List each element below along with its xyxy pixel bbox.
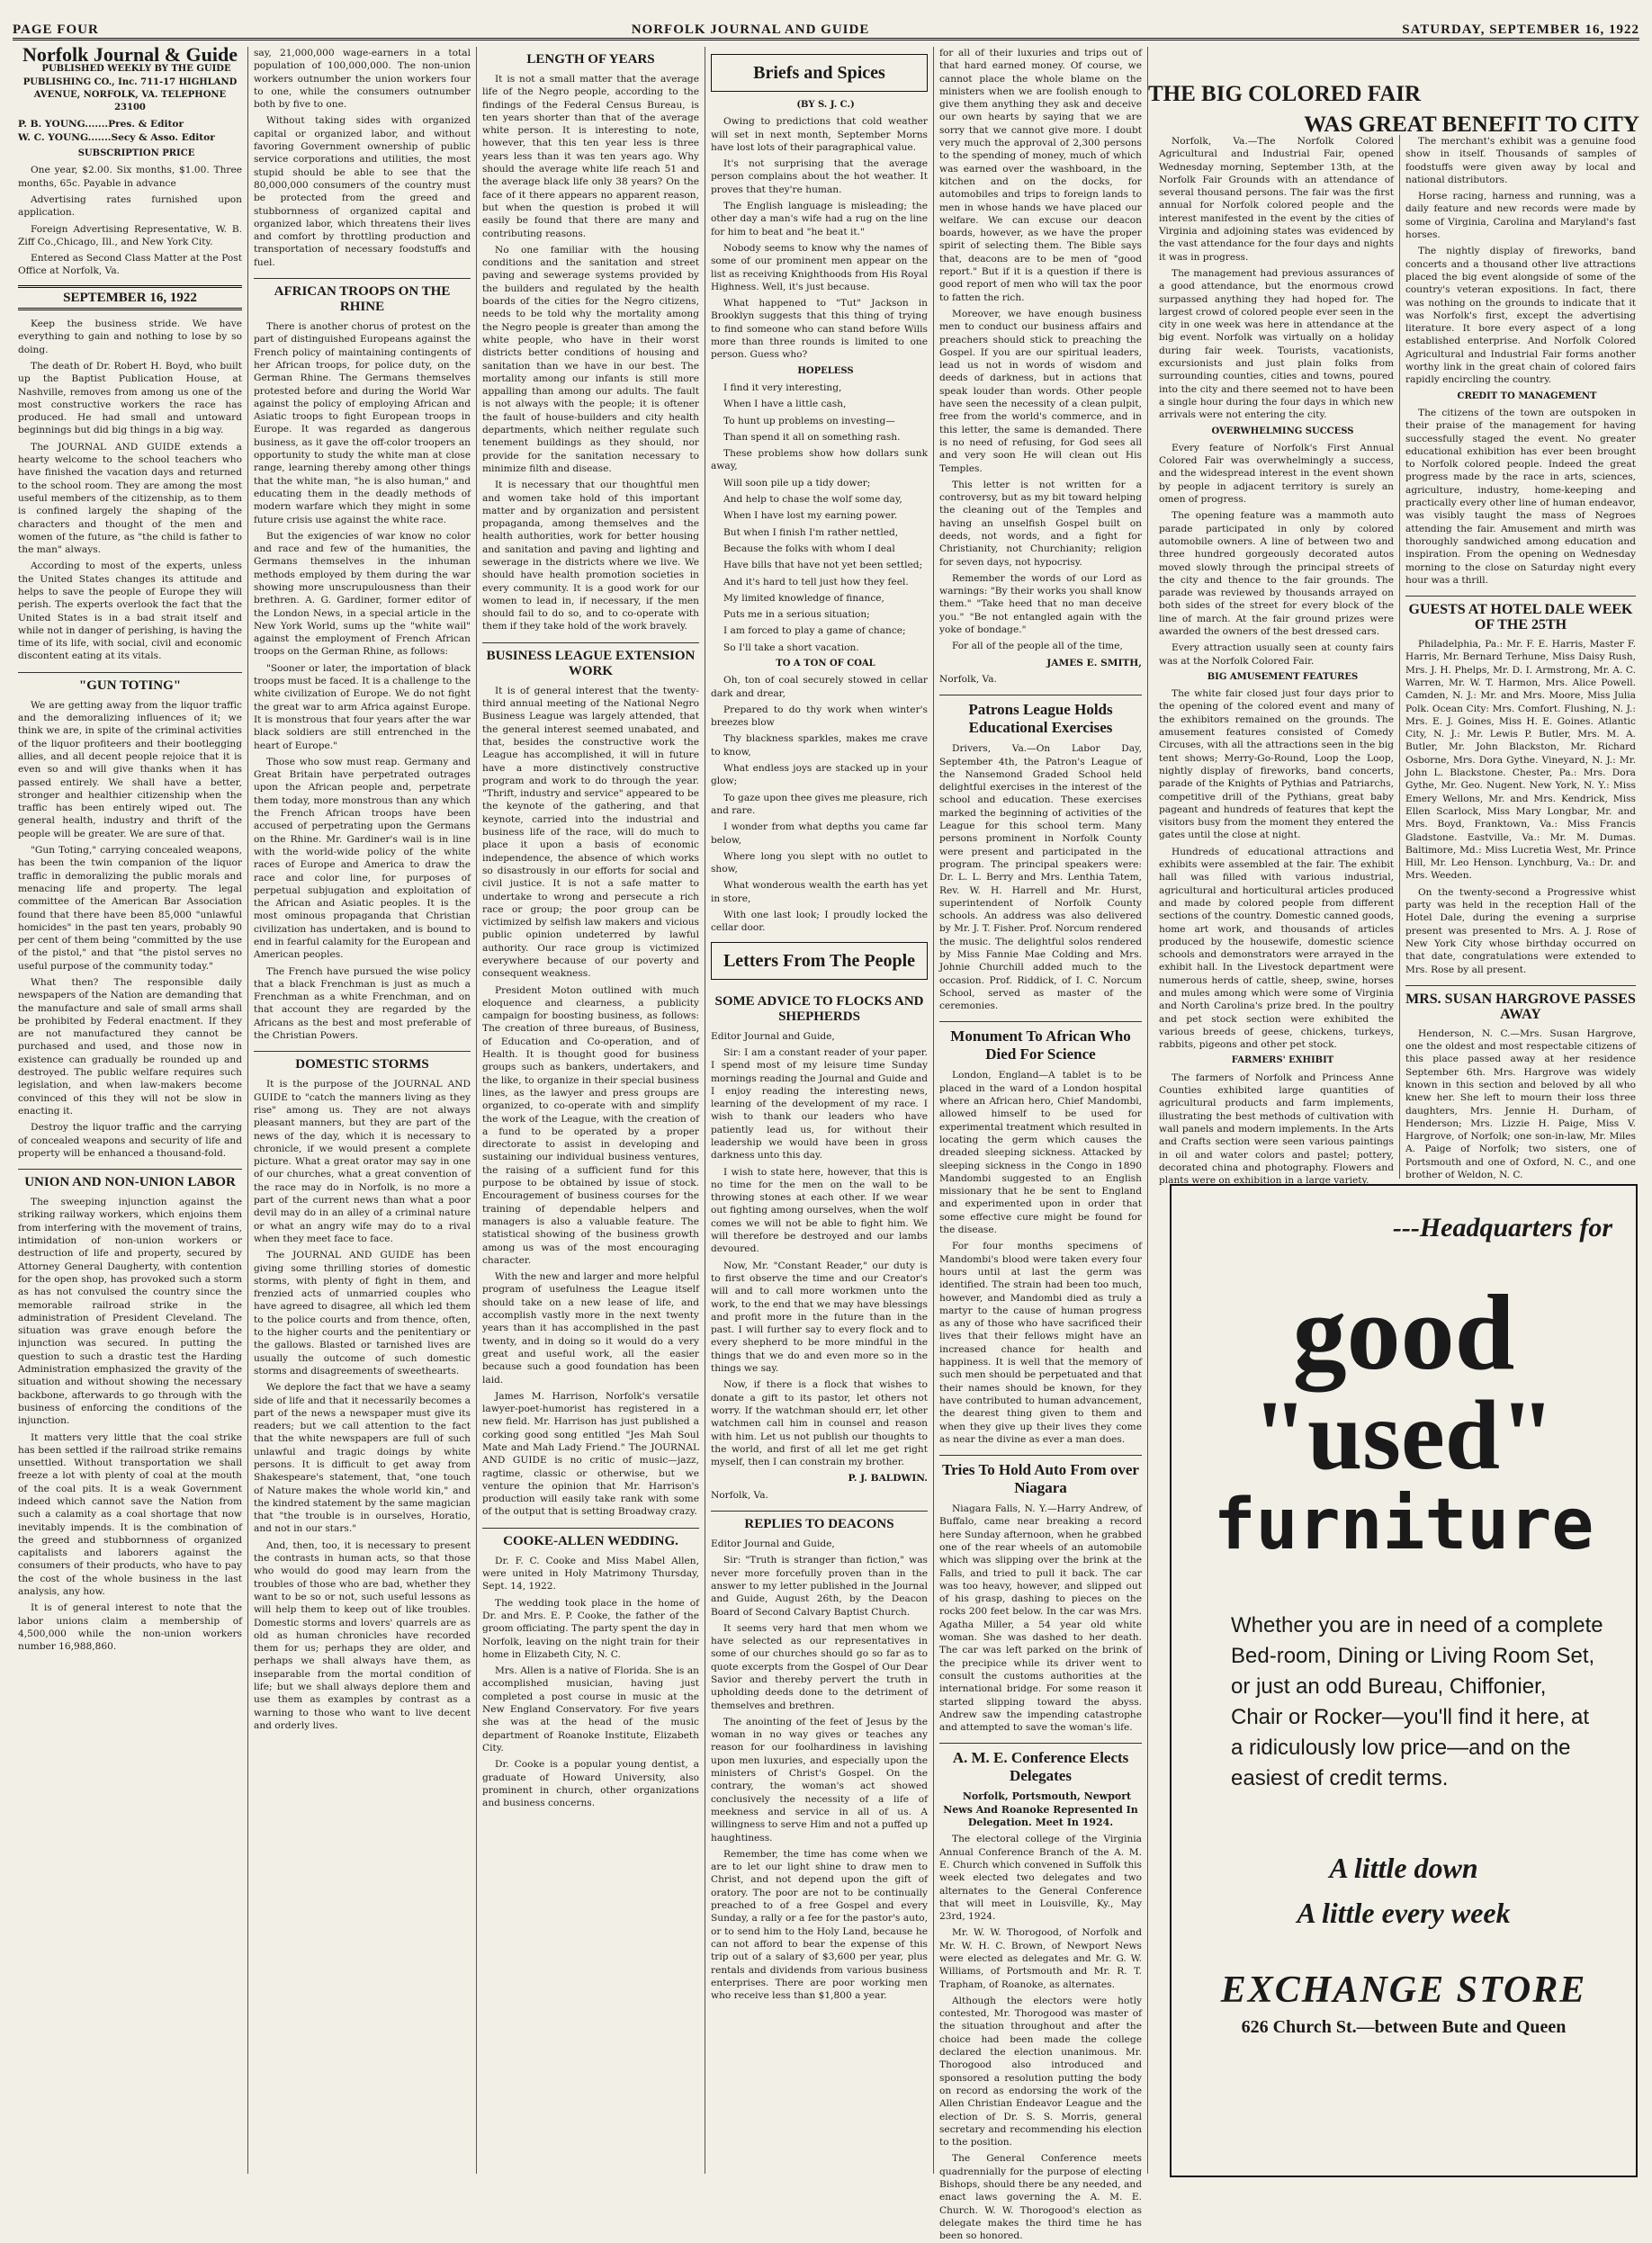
letter-paragraph: I wish to state here, however, that this is no time for the men on the wall to be throwing stones at each other. If we wear out fighting among ourselves, when the wolf comes we will not be able to fight him. We will therefore be destroyed and our lambs devoured. (711, 1166, 928, 1255)
issue-date: SATURDAY, SEPTEMBER 16, 1922 (1402, 22, 1639, 37)
letter-paragraph: Sir: I am a constant reader of your paper. I spend most of my leisure time Sunday mornings reading the Journal and Guide and I enjoy reading the interesting news, learning of the development of my race. I wish to thank our leaders who have patiently lead us, for without their leadership we would have been in gross darkness unto this day. (711, 1046, 928, 1162)
poem-line: So I'll take a short vacation. (723, 641, 859, 653)
letter-paragraph: This letter is not written for a controversy, but as my bit toward helping the cleaning out of the Temples and having an unselfish Gospel built on deeds, not words, and a fight for Christianity, not Churchianity; religion for seven days, not hypocrisy. (939, 479, 1142, 568)
headline-niagara-auto: Tries To Hold Auto From over Niagara (939, 1455, 1142, 1497)
column-1 (13, 43, 248, 2174)
editorial-paragraph: The death of Dr. Robert H. Boyd, who built up the Baptist Publication House, at Nashville, removes from among us one of the most constructive workers the race has produced. He had small and untoward beginnings but did big things in a big way. (18, 360, 242, 436)
letter-place: Norfolk, Va. (939, 673, 997, 685)
letter-paragraph: Sir: "Truth is stranger than fiction," was never more forcefully proven than in the answer to my letter published in the Journal and Guide, August 26th, by the Deacon Board of Second Calvary Baptist Church. (711, 1555, 928, 1618)
byline: (BY S. J. C.) (796, 100, 855, 110)
article-paragraph: It is not a small matter that the average life of the Negro people, according to the findings of the Federal Census Bureau, is ten years shorter than that of the average white person. It is interesting to note, however, that this ten year less is three years less than it was ten years ago. Why should the average white life reach 51 and the average black life only 38 years? On the face of it there appears no apparent reason, but when the question is probed it will easily be found that there are many and contributing reasons. (482, 74, 699, 239)
headline-length-of-years: LENGTH OF YEARS (526, 52, 655, 67)
article-paragraph: London, England—A tablet is to be placed in the ward of a London hospital where an African hero, Chief Mandombi, allowed himself to be used for experimental treatment which resulted in locating the germ which causes the dreaded sleeping sickness. Attacked by sleeping sickness in the Congo in 1890 Mandombi suggested to an English missionary that he be sent to England and experimented upon in order that some effective cure might be found for the disease. (939, 1070, 1142, 1236)
article-paragraph: Those who sow must reap. Germany and Great Britain have perpetrated outrages upon the African people and, perpetrate them today, more monstrous than any which the French African troops have been accused of perpetrating upon the Germans on the Rhine. Mr. Gardiner's wail is in line with the world-wide policy of the white races of Europe and America to draw the race and color line, for purposes of perpetual subjugation and exploitation of the African and Asiatic peoples. It is the most ominous propaganda that Christian civilization has undertaken, and is bound to end in fearful calamity for the European and American peoples. (254, 756, 471, 961)
ad-address: 626 Church St.—between Bute and Queen (1241, 2017, 1567, 2037)
article-paragraph: It is of general interest that the twenty-third annual meeting of the National Negro Business League was largely attended, that the general interest seemed unabated, and that, besides the constructive work the League has accomplished, it will in future have a more distinctively constructive program and work to do through the year. "Thrift, industry and service" appeared to be the keynote of the gathering, and that keynote, carried into the industrial and business life of the race, will do much to place it upon a basis of economic independence, the absence of which works so disastrously in our efforts for social and civil justice. It is not a safe matter to undertake to wrong and persecute a rich race or group; the poor group can be victimized by selfish law makers and vicious public opinion undeterred by lawful authority. Our race group is victimized everywhere because of our poverty and consequent weakness. (482, 685, 699, 980)
article-paragraph: Without taking sides with organized capital or organized labor, and without favoring Government ownership of public service corporations and utilities, the most stupid should be able to see that the 80,000,000 consumers of the country must be protected from the greed and stubbornness of organized capital and organized labor, which threatens their lives and comfort by throttling production and transportation of necessary foodstuffs and fuel. (254, 115, 471, 268)
letter-paragraph: Now, Mr. "Constant Reader," our duty is to first observe the time and our Creator's will and to call more workmen unto the work, to the end that we may have blessings and profit more in the future than in the past. I will further say to every flock and to every shepherd to be more mindful in the things that we do and even more so in the things we say. (711, 1260, 928, 1375)
letter-paragraph: Remember the words of our Lord as warnings: "By their works you shall know them." "Take heed that no man deceive you." "Be not entangled again with the yoke of bondage." (939, 572, 1142, 636)
ad-furniture: furniture (1213, 1485, 1594, 1566)
article-paragraph: It is of general interest to note that the labor unions claim a membership of 4,500,000 while the non-union workers number 16,988,860. (18, 1602, 242, 1653)
article-paragraph: Henderson, N. C.—Mrs. Susan Hargrove, one the oldest and most respectable citizens of this place passed away at her residence September 6th. Mrs. Hargrove was widely known in this section and beloved by all who knew her. She left to mourn their loss three daughters, Mrs. Jennie H. Durham, of Henderson; Mrs. Lizzie H. Paige, Miss V. Hargrove, of Norfolk; one son-in-law, Mr. Miles A. Paige of Norfolk; two sisters, one of Portsmouth and one of Oxford, N. C., and one brother of Weldon, N. C. (1405, 1027, 1636, 1181)
headline-advice-flocks: SOME ADVICE TO FLOCKS AND SHEPHERDS (714, 993, 924, 1024)
article-paragraph: The nightly display of fireworks, band concerts and a thousand other live attractions placed the big event alongside of some of the country's veteran expositions. In fact, there was nothing on the grounds to indicate that it was Norfolk's first, except the advertising literature. It bore every aspect of a long established enterprise. And Norfolk Colored Agricultural and Industrial Fair forms another worthy link in the great chain of colored fairs rapidly encircling the country. (1405, 246, 1636, 386)
ad-payment-line-2: A little every week (1297, 1897, 1511, 1929)
headline-colored-fair (1148, 79, 1639, 140)
poem-line: Than spend it all on something rash. (723, 431, 901, 443)
poem-line: I am forced to play a game of chance; (723, 625, 906, 637)
article-paragraph: The citizens of the town are outspoken in their praise of the management for having successfully staged the event. No greater educational exhibition has ever been brought to Norfolk colored people. Indeed the great progress made by the race in arts, sciences, agriculture, industry, home-keeping and practically every other line of human endeavor, was visibly taught the mass of Negroes attending the fair. Amusement and mirth was thoroughly sandwiched among education and inspiration. From the opening on Wednesday morning to the close on Saturday night every hour was a thrill. (1405, 407, 1636, 586)
headline-cooke-allen-wedding: COOKE-ALLEN WEDDING. (482, 1528, 699, 1549)
letter-place: Norfolk, Va. (711, 1489, 768, 1501)
column-5 (934, 47, 1148, 2242)
ad-used: "used" (1252, 1380, 1556, 1490)
article-paragraph: It matters very little that the coal strike has been settled if the railroad strike remains unsettled. Without transportation we shall freeze a lot with plenty of coal at the mouth of the coal pits. It is a weak Government indeed which cannot save the Nation from such a calamity as a coal shortage that now inevitably impends. It is the combination of the greed and stubbornness of organized capitalists and laborers against the consumers of their products, who have to pay the cost of the whole business in the last analysis, any how. (18, 1431, 242, 1598)
article-paragraph: And, then, too, it is necessary to present the contrasts in human acts, so that those who would do good may learn from the troubles of those who are bad, whether they want to be so or not, such useful lessons as will help them to keep out of like troubles. Domestic storms and lovers' quarrels are as old as human chronicles have recorded them for us; perhaps they are older, and perhaps we shall always have them, as inseparable from the mortal condition of life; but we shall always deplore them and use them as examples by contrast as a warning to those who want to live decent and orderly lives. (254, 1539, 471, 1731)
article-paragraph: With the new and larger and more helpful program of usefulness the League itself should take on a new lease of life, and accomplish vastly more in the next twenty years than it has accomplished in the past twenty, and in doing so it would do a very great and useful work, all the easier because such a good foundation has been laid. (482, 1271, 699, 1386)
article-paragraph: Every feature of Norfolk's First Annual Colored Fair was overwhelmingly a success, and the widespread interest in the event shown by people in adjacent territory is surely an omen of progress. (1159, 442, 1394, 506)
staff-line-2: W. C. YOUNG.......Secy & Asso. Editor (18, 131, 215, 143)
article-paragraph: Mrs. Allen is a native of Florida. She is an accomplished musician, having just completed a post course in music at the New England Conservatory. For five years she was at the head of the music department of Roanoke Institute, Elizabeth City. (482, 1665, 699, 1754)
headline-briefs-and-spices: Briefs and Spices (711, 54, 928, 92)
letter-paragraph: Remember, the time has come when we are to let our light shine to draw men to Christ, and not depend upon the gift of oratory. The poor are not to be continually preached to of a free Gospel and every Sunday, a rally or a fee for the pastor's auto, or to send him to the Holy Land, because he can not afford to bear the expense of this trip out of a salary of $3,600 per year, plus rentals and dividends from various business enterprises. There are poor working men who receive less than $1,800 a year. (711, 1848, 928, 2002)
subscription-text: One year, $2.00. Six months, $1.00. Three months, 65c. Payable in advance (18, 165, 242, 189)
article-paragraph: There is another chorus of protest on the part of distinguished Europeans against the French policy of maintaining contingents of her African troops, for police duty, on the German Rhine. The Germans themselves protested before and during the World War against the policy of employing African and Asiatic troops to fight European troops in Europe. It was regarded as dangerous business, as it gave the off-color troopers an opportunity to study the white man at close range, learning thereby among other things that the white man, "he is also human," and educating them in the deadly methods of modern warfare which they might in some future crisis use against the white race. (254, 321, 471, 525)
article-paragraph: The farmers of Norfolk and Princess Anne Counties exhibited large quantities of agricultural products and farm implements, illustrating the best methods of cultivation with wall panels and modern implements. In the Arts and Crafts section were seen various paintings in oil and water colors and pastel; pottery, decorated china and photography. Flowers and plants were on exhibition in a large variety. (1159, 1072, 1394, 1187)
headline-line-1: THE BIG COLORED FAIR (1148, 82, 1422, 106)
article-paragraph: The General Conference meets quadrennially for the purpose of electing Bishops, should there be any needed, and enact laws governing the A. M. E. Church. W. W. Thorogood's election as delegate makes the third time he has been so honored. (939, 2153, 1142, 2242)
letter-paragraph: for all of their luxuries and trips out of that hard earned money. Of course, we cannot place the whole blame on the ministers when we are foolish enough to give them anything they ask and deceive our own hearts by saying that we are sorry that we cannot give more. I doubt very much the approval of 2,300 persons to the spending of money, much of which was earned over the washboard, in the kitchen and on the docks, for automobiles and trips to foreign lands to men in whose hands we have placed our welfare. We can excuse our deacon boards, however, as we have the proper spirit of selecting them. The Bible says that, deacons are to be men of "good report." But if it is a question if there is good report of men who will tax the poor to fatten the rich. (939, 48, 1142, 303)
article-paragraph: Dr. Cooke is a popular young dentist, a graduate of Howard University, also prominent in church, other organizations and business concerns. (482, 1759, 699, 1809)
foreign-advertising: Foreign Advertising Representative, W. B. Ziff Co.,Chicago, Ill., and New York City. (18, 223, 242, 247)
poem-line: What wonderous wealth the earth has yet in store, (711, 880, 928, 904)
headline-patrons-league: Patrons League Holds Educational Exercises (939, 695, 1142, 737)
article-paragraph: Although the electors were hotly contested, Mr. Thorogood was master of the situation throughout and after the choice had been made the college declared the election unanimous. Mr. Thorogood also introduced and sponsored a resolution putting the body on record as endorsing the work of the Allen Christian Endeavor League and the election of Dr. S. S. Morris, general secretary and recommending his election to the position. (939, 1995, 1142, 2149)
article-paragraph: "Gun Toting," carrying concealed weapons, has been the twin companion of the liquor traffic in demoralizing the public morals and menacing life and property. The legal committee of the American Bar Association found that there have been 85,000 "unlawful homicides" in the past ten years, probably 90 per cent of them being "committed by the use of the pistol," and that "the pistol serves no useful purpose of the community today." (18, 845, 242, 972)
article-paragraph: The merchant's exhibit was a genuine food show in itself. Thousands of samples of foodstuffs were given away by local and national distributors. (1405, 136, 1636, 185)
entered-notice: Entered as Second Class Matter at the Post Office at Norfolk, Va. (18, 253, 242, 277)
headline-hotel-dale: GUESTS AT HOTEL DALE WEEK OF THE 25TH (1405, 596, 1636, 633)
article-paragraph: Drivers, Va.—On Labor Day, September 4th, the Patron's League of the Nansemond Graded School held delightful exercises in the interest of the school and education. These exercises marked the beginning of activities of the League for this school term. Many persons prominent in Norfolk County were present and participated in the program. The principal speakers were: Dr. L. L. Berry and Mrs. Lenthia Tatem, Rev. W. H. Harrell and Mr. Hurst, superintendent of Norfolk County schools. An address was also delivered by Mr. J. T. Fisher. Prof. Norcum rendered the music. The delightful solos rendered by Miss Fannie Mae Colding and Mrs. Johnie Churchill added much to the occasion. Prof. Riddick, of I. C. Norcum School, served as master of the ceremonies. (939, 743, 1142, 1012)
editorial-paragraph: According to most of the experts, unless the United States changes its attitude and helps to save the people of Europe they will perish. The experts overlook the fact that the United States is in a bad strait itself and while not in danger of perishing, is having the time of its life, with social, civil and economic discontent eating at its vitals. (18, 561, 242, 662)
poem-title-hopeless: HOPELESS (797, 365, 854, 376)
headline-gun-toting: "GUN TOTING" (18, 672, 242, 694)
article-paragraph: Hundreds of educational attractions and exhibits were assembled at the fair. The exhibit hall was filled with various industrial, agricultural and horticultural articles produced and made by colored people from different sections of the country. Domestic canned goods, home art work, and thousands of articles produced by the housewife, domestic science schools and demonstrators were arrayed in the exhibit hall. In the Livestock department were numerous herds of cattle, sheep, swine, horses and mules among which were some of Virginia and North Carolina's prize bred. In the poultry and pet stock section were exhibited the various breeds of geese, chickens, turkeys, rabbits, pigeons and other pet stock. (1159, 846, 1394, 1051)
poem-line: What endless joys are stacked up in your glow; (711, 763, 928, 787)
poem-line: When I have lost my earning power. (723, 510, 898, 522)
subheadline-ame: Norfolk, Portsmouth, Newport News And Roanoke Represented In Delegation. Meet In 1924. (943, 1790, 1138, 1829)
headline-replies-to-deacons: REPLIES TO DEACONS (711, 1511, 928, 1532)
ad-body: Whether you are in need of a complete Bed-room, Dining or Living Room Set, or just an odd Bureau, Chiffonier, Chair or Rocker—you'll find it here, at a ridiculously low price—and on the easiest of credit terms. (1231, 1613, 1603, 1790)
ad-payment-line-1: A little down (1329, 1852, 1478, 1884)
publisher-info: PUBLISHED WEEKLY BY THE GUIDE PUBLISHING CO., Inc. 711-17 HIGHLAND AVENUE, NORFOLK, VA. TELEPHONE 23100 (22, 64, 238, 113)
headline-african-troops: AFRICAN TROOPS ON THE RHINE (254, 278, 471, 315)
article-paragraph: Norfolk, Va.—The Norfolk Colored Agricultural and Industrial Fair, opened Wednesday morning, September 13th, at the Norfolk Fair Grounds with an attendance of several thousand persons. The fair was the first annual for Norfolk colored people and the interest manifested in the event by the cities of Virginia and adjoining states was evidenced by the vast attendance for the four days and nights it was in progress. (1159, 136, 1394, 263)
brief-item: It's not surprising that the average person complains about the hot weather. It proves that they're human. (711, 158, 928, 195)
poem-line: When I have a little cash, (723, 399, 847, 410)
poem-line: I find it very interesting, (723, 381, 842, 393)
poem-line: Thy blackness sparkles, makes me crave to know, (711, 733, 928, 758)
article-paragraph: We deplore the fact that we have a seamy side of life and that it necessarily becomes a part of the news a newspaper must give its readers; but we call attention to the fact that the white newspapers are full of such unlawful and tragic doings by white persons. It is difficult to get away from Shakespeare's statement, that, "one touch of Nature makes the whole world kin," and the kindred statement by the same magician that "the trouble is in ourselves, Horatio, and not in our stars." (254, 1382, 471, 1535)
poem-line: My limited knowledge of finance, (723, 592, 884, 604)
article-paragraph: say, 21,000,000 wage-earners in a total population of 100,000,000. The non-union workers outnumber the union workers four to one, while the consumers outnumber both by five to one. (254, 48, 471, 111)
article-paragraph: The management had previous assurances of a good attendance, but the enormous crowd surpassed anything they had hoped for. The largest crowd of colored people ever seen in the city in one week was here in attendance at the big event. Norfolk was virtually on a holiday during fair week. Tourists, vacationists, excursionists and just plain folks from surrounding counties, cities and towns, poured into the city and there seemed not to have been a single hour during the four days in which new arrivals were not entering the city. (1159, 267, 1394, 421)
column-6 (1154, 135, 1400, 1187)
article-paragraph: Niagara Falls, N. Y.—Harry Andrew, of Buffalo, came near breaking a record here Sunday afternoon, when he grabbed one of the rear wheels of an automobile which was slipping over the brink at the Falls, and tried to pull it back. The car was too heavy, however, and slipped out of his grasp, dashing to pieces on the rocks 200 feet below. In the car was Mrs. Agatha Miller, a 54 year old white woman. She was dashed to her death. The car was left parked on the brink of the precipice while its driver went to consult the customs authorities at the international bridge. For some reason it started slipping toward the abyss. Andrew saw the impending catastrophe and attempted to save the woman's life. (939, 1503, 1142, 1734)
article-paragraph: The wedding took place in the home of Dr. and Mrs. E. P. Cooke, the father of the groom officiating. The party spent the day in Norfolk, leaving on the night train for their home in Elizabeth City, N. C. (482, 1597, 699, 1660)
letter-salutation: Editor Journal and Guide, (711, 1030, 835, 1042)
article-paragraph: Destroy the liquor traffic and the carrying of concealed weapons and security of life and property will be enhanced a thousand-fold. (18, 1122, 242, 1159)
column-4 (705, 47, 934, 2174)
subhead-amusement: BIG AMUSEMENT FEATURES (1207, 671, 1359, 682)
article-paragraph: Dr. F. C. Cooke and Miss Mabel Allen, were united in Holy Matrimony Thursday, Sept. 14, 1922. (482, 1555, 699, 1593)
subhead-success: OVERWHELMING SUCCESS (1211, 426, 1354, 436)
article-paragraph: It is necessary that our thoughtful men and women take hold of this important matter and by organization and persistent propaganda, among themselves and the health authorities, work for better housing and sanitation and paving and lighting and sewerage in the districts where we live. We should have health promotion societies in every community. It is a good work for our women to lead in, if necessary, if the men should fail to do so, and to co-operate with them if they take hold of the work bravely. (482, 480, 699, 633)
poem-line: With one last look; I proudly locked the cellar door. (711, 910, 928, 934)
letter-salutation: Editor Journal and Guide, (711, 1539, 835, 1550)
letter-paragraph: The anointing of the feet of Jesus by the woman in no way gives or teaches any reason for our foolhardiness in lavishing upon men luxuries, and especially upon the ministers of Christ's Gospel. On the contrary, the woman's act showed conclusively the necessity of a life of meekness and service in all of us. A willingness to serve Him and not a puffed up haughtiness. (711, 1716, 928, 1844)
article-paragraph: The sweeping injunction against the striking railway workers, which enjoins them from interfering with the movement of trains, intimidation of non-union workers or destruction of life and property, secured by Attorney General Daugherty, with contention for the open shop, has provoked such a storm as has not convulsed the country since the memorable railroad strike in the administration of President Cleveland. The situation was grave enough before the injunction was secured. In putting the question to such a drastic test the Harding Administration emphasized the gravity of the situation and without showing the necessary backbone, afterwards to go through with the business of enforcing the conditions of the injunction. (18, 1197, 242, 1427)
brief-item: The English language is misleading; the other day a man's wife had a rug on the line for him to beat and "he beat it." (711, 201, 928, 238)
article-paragraph: Philadelphia, Pa.: Mr. F. E. Harris, Master F. Harris, Mr. Bernard Terhune, Miss Daisy Rush, Mrs. J. H. Phelps, Mr. D. I. Armstrong, Mr. A. C. Warren, Mr. W. T. Harmon, Mrs. Alice Powell. Camden, N. J.: Mr. and Mrs. Moore, Miss Julia Polk. Ocean City: Mrs. Comfort. Flushing, N. J.: Mrs. E. J. Goines, Miss H. E. Goines. Atlantic City, N. J.: Mr. Lewis P. Butler, Mrs. M. A. Butler, Mr. John Blackston, Mr. Richard Osborne, Mrs. Dora Gythe. Vineyard, N. J.: Mr. John L. Blackstone. Chester, Pa.: Mrs. Dora Gythe, Mr. Geo. Nugent. New York, N. Y.: Miss Emery Wellons, Mr. and Mrs. Kendrick, Miss Ellen Scarlock, Miss Mary Longbar, Mr. and Mrs. Boyd, Franktown, Va.: Miss Francis Gladstone. Eastville, Va.: Mr. M. Dumas. Baltimore, Md.: Miss Lucretia West, Mr. Prince Hill, Mr. Leo Henson. Lynchburg, Va.: Dr. and Mrs. Weeden. (1405, 639, 1636, 882)
headline-business-league: BUSINESS LEAGUE EXTENSION WORK (482, 642, 699, 679)
letter-paragraph: Moreover, we have enough business men to conduct our business affairs and preachers should stick to preaching the Gospel. If you are our spiritual leaders, lead us not in words of wisdom and deeds of darkness, but in actions that speak louder than words. Other people have seen the necessity of a clean pulpit, free from the world's commerce, and in this letter, the same is demanded. There is no need of refusing, for God sees all and very soon He will clean out His Temples. (939, 308, 1142, 474)
ad-good: good (1292, 1272, 1515, 1392)
ad-store-name: EXCHANGE STORE (1220, 1969, 1587, 2011)
article-paragraph: Horse racing, harness and running, was a daily feature and new records were made by some of Virginia, Carolina and Maryland's fast horses. (1405, 191, 1636, 241)
subscription-heading: SUBSCRIPTION PRICE (77, 148, 195, 159)
ad-headline: ---Headquarters for (1392, 1213, 1612, 1243)
subhead-farmers: FARMERS' EXHIBIT (1231, 1055, 1334, 1066)
article-paragraph: The electoral college of the Virginia Annual Conference Branch of the A. M. E. Church which convened in Suffolk this week elected two delegates and two alternates to the General Conference that will meet in Louisville, Ky., May 23rd, 1924. (939, 1834, 1142, 1923)
poem-title-coal: TO A TON OF COAL (776, 658, 875, 668)
letter-paragraph: It seems very hard that men whom we have selected as our representatives in some of our churches should go so far as to quote excerpts from the Gospel of Our Dear Savior and thereby pervert the truth in upholding deeds done to the detriment of themselves and brethren. (711, 1622, 928, 1711)
article-paragraph: The French have pursued the wise policy that a black Frenchman is just as much a Frenchman as a white Frenchman, and on that account they are regarded by the Africans as the best and most preferable of the Christian Powers. (254, 965, 471, 1042)
headline-domestic-storms: DOMESTIC STORMS (254, 1051, 471, 1072)
column-2 (248, 47, 477, 2174)
poem-line: And help to chase the wolf some day, (723, 494, 902, 506)
article-paragraph: "Sooner or later, the importation of black troops must be faced. It is a challenge to the white civilization of Europe. We do not fight the great war to arm Africa against Europe. It is monstrous that four years after the war black soldiers are still entrenched in the heart of Europe." (254, 662, 471, 751)
masthead (13, 7, 1639, 40)
poem-line: These problems show how dollars sunk away, (711, 448, 928, 472)
headline-line-2: WAS GREAT BENEFIT TO CITY (1304, 112, 1639, 137)
article-paragraph: President Moton outlined with much eloquence and clearness, a publicity campaign for boosting business, as follows: The creation of three bureaus, of Business, of Education and Co-operation, and of Health. It is thought good for business groups such as bankers, undertakers, and the like, to organize in their special business lines, as the lawyer and press groups are organized, to co-operate with and simplify the work of the League, with the creation of a fund to be operated by a proper directorate to assist in developing and sustaining our individual business ventures, the raising of a sufficient fund for this purpose to be obtained by issue of stock. Encouragement of business courses for the training of dependable helpers and managers is also a valuable feature. The statistical showing of the business growth among us was of the most encouraging character. (482, 984, 699, 1266)
article-paragraph: James M. Harrison, Norfolk's versatile lawyer-poet-humorist has registered in a new field. Mr. Harrison has just published a corking good song entitled "Jes Mah Soul Mate and Mah Lady Friend." The JOURNAL AND GUIDE is no critic of music—jazz, ragtime, classic or otherwise, but we venture the opinion that Mr. Harrison's production will easily take rank with some of the output that is setting Broadway crazy. (482, 1390, 699, 1518)
poem-line: Prepared to do thy work when winter's breezes blow (711, 704, 928, 729)
editorial-paragraph: Keep the business stride. We have everything to gain and nothing to lose by so doing. (18, 319, 242, 355)
article-paragraph: The white fair closed just four days prior to the opening of the colored event and many of the exhibitors remained on the grounds. The amusement features consisted of Comedy Circuses, with all the attractions seen in the big tent shows; Merry-Go-Round, Loop the Loop, nightly display of fireworks, band concerts, parade of the Knights of Pythias and Patriarchs, competitive drill of the Pythians, great baby pageant and hundreds of features that kept the visitors busy from the moment they entered the gates until the close at night. (1159, 688, 1394, 841)
article-paragraph: On the twenty-second a Progressive whist party was held in the reception Hall of the Hotel Dale, during the evening a surprise present was presented to Mrs. A. J. Rose of New York City whose birthday occurred on that date, congratulations were extended to Mrs. Rose by all present. (1405, 886, 1636, 975)
nameplate: Norfolk Journal & Guide (22, 43, 238, 66)
brief-item: Nobody seems to know why the names of some of our prominent men appear on the list as receiving Knighthoods from His Royal Highness. Well, it's just because. (711, 242, 928, 292)
poem-line: Oh, ton of coal securely stowed in cellar dark and drear, (711, 675, 928, 699)
letter-signature: JAMES E. SMITH, (1046, 657, 1142, 668)
page-number: PAGE FOUR (13, 22, 99, 37)
letter-paragraph: For all of the people all of the time, (952, 641, 1123, 652)
poem-line: To gaze upon thee gives me pleasure, rich and rare. (711, 792, 928, 816)
editorial-paragraph: The JOURNAL AND GUIDE extends a hearty welcome to the school teachers who have finished the vacation days and returned to the school room. They are among the most useful members of the citizenship, as to them is confined largely the shaping of the characters and thought of the men and women of the future, as "the child is father to the man" always. (18, 441, 242, 556)
poem-line: Because the folks with whom I deal (723, 543, 895, 554)
poem-line: Puts me in a serious situation; (723, 609, 870, 621)
headline-hargrove: MRS. SUSAN HARGROVE PASSES AWAY (1405, 985, 1636, 1022)
headline-monument: Monument To African Who Died For Science (939, 1021, 1142, 1063)
column-3 (477, 47, 705, 2174)
headline-union-labor: UNION AND NON-UNION LABOR (18, 1169, 242, 1190)
staff-line-1: P. B. YOUNG.......Pres. & Editor (18, 119, 184, 130)
poem-line: Have bills that have not yet been settled; (723, 560, 923, 571)
poem-line: I wonder from what depths you came far below, (711, 821, 928, 846)
article-paragraph: We are getting away from the liquor traffic and the demoralizing influences of it; we think we are, in spite of the criminal activities of the liquor profiteers and their bootlegging allies, and all decent people rejoice that it is even so and will give thanks when it has passed entirely. We shall have a better, stronger and healthier citizenship when the traffic has been entirely wiped out. The general health, industry and thrift of the people will be greater. We are sure of that. (18, 699, 242, 839)
letter-paragraph: Now, if there is a flock that wishes to donate a gift to its pastor, let others not worry. If the watchman should err, let other watchmen call him in counsel and reason with him. Let us not publish our thoughts to the world, and first of all let me get right myself, then I can constrain my brother. (711, 1379, 928, 1468)
headline-ame-conference: A. M. E. Conference Elects Delegates (939, 1743, 1142, 1785)
article-paragraph: Every attraction usually seen at county fairs was at the Norfolk Colored Fair. (1159, 642, 1394, 667)
brief-item: What happened to "Tut" Jackson in Brooklyn suggests that this thing of trying to find someone who can stand before Wills more than three rounds is limited to one person. Guess who? (711, 298, 928, 361)
poem-line: And it's hard to tell just how they feel. (723, 576, 909, 588)
paper-title: NORFOLK JOURNAL AND GUIDE (631, 22, 870, 37)
article-paragraph: But the exigencies of war know no color and race and few of the humanities, the Germans themselves in the inhuman methods employed by them during the war showing more unscrupulousness than their brethren. A. G. Gardiner, former editor of the London News, in a special article in the New York World, sums up the "white wail" against the employment of French African troops on the German Rhine, as follows: (254, 530, 471, 658)
article-paragraph: The opening feature was a mammoth auto parade participated in only by colored automobile owners. A line of between two and three hundred gorgeously decorated autos moved slowly through the principal streets of the city and thence to the fair grounds. The parade was reviewed by thousands arrayed on both sides of the street for every block of the line of march. At the fair ground prizes were awarded the owners of the best dressed cars. (1159, 510, 1394, 637)
article-paragraph: Mr. W. W. Thorogood, of Norfolk and Mr. W. H. C. Brown, of Newport News were elected as delegates and Mr. G. W. Williams, of Portsmouth and Mr. R. T. Trapham, of Roanoke, as alternates. (939, 1927, 1142, 1990)
letter-signature: P. J. BALDWIN. (848, 1473, 928, 1485)
subhead-credit: CREDIT TO MANAGEMENT (1457, 390, 1597, 401)
advertising-rates: Advertising rates furnished upon application. (18, 193, 242, 219)
poem-line: Will soon pile up a tidy dower; (723, 477, 871, 489)
article-paragraph: No one familiar with the housing conditions and the sanitation and street paving and sewerage systems provided by the builders and regulated by the health boards of the cities for the Negro citizens, needs to be told why the mortality among the Negro people is greater than among the white people, who have in their worst districts better conditions of housing and sanitation than we have in our best. The mortality among our infants is still more appalling than among our adults. The fault is not always with the people; it is oftener the fault of house-builders and city health departments, which neither regulate such tenement buildings as they should, nor provide for the sanitation necessary to minimize filth and disease. (482, 244, 699, 474)
brief-item: Owing to predictions that cold weather will set in next month, September Morns have lost lots of their paragraphical value. (711, 116, 928, 153)
furniture-advertisement (1170, 1184, 1638, 2177)
article-paragraph: For four months specimens of Mandombi's blood were taken every four hours until at last the germ was identified. The strain had been too much, however, and Mandombi died as truly a martyr to the cause of human progress as any of those who have sacrificed their lives that their fellows might have an increased chance for health and happiness. It is well that the memory of such men should be perpetuated and that their names should be known, for they have contributed to human advancement, the dearest thing given to them and when they give up their lives they come as near the divine as ever a man does. (939, 1241, 1142, 1445)
article-paragraph: It is the purpose of the JOURNAL AND GUIDE to "catch the manners living as they rise" among us. They are not always pleasant manners, but they are part of the news of the day, which it is necessary to chronicle, if we would present a complete picture. What a great orator may say in one of our churches, what a great convention of the race may do in Norfolk, is no more a part of the current news than what a poor devil may do in an alley of a criminal nature or what an angry wife may do to a rival when they meet face to face. (254, 1079, 471, 1244)
headline-letters-from-the-people: Letters From The People (711, 942, 928, 980)
column-7 (1400, 135, 1641, 1179)
article-paragraph: What then? The responsible daily newspapers of the Nation are demanding that the manufacture and sale of small arms shall be prohibited by Federal enactment. If they are not manufactured they cannot be purchased and used, and those now in existence can gradually be rounded up and destroyed. The public welfare requires such legislation, and when law-makers become convinced of this they will not be slow in enacting it. (18, 977, 242, 1117)
poem-line: But when I finish I'm rather nettled, (723, 526, 899, 538)
article-paragraph: The JOURNAL AND GUIDE has been giving some thrilling stories of domestic storms, with plenty of fight in them, and frenzied acts of unmarried couples who have agreed to disagree, all which led them to the police courts and from thence, often, to the higher courts and the penitentiary or the gallows. Blasted or tarnished lives are usually the outcome of such domestic storms and disagreements of sweethearts. (254, 1250, 471, 1377)
poem-line: Where long you slept with no outlet to show, (711, 850, 928, 875)
poem-line: To hunt up problems on investing— (723, 415, 895, 426)
editorial-date: SEPTEMBER 16, 1922 (18, 285, 242, 310)
